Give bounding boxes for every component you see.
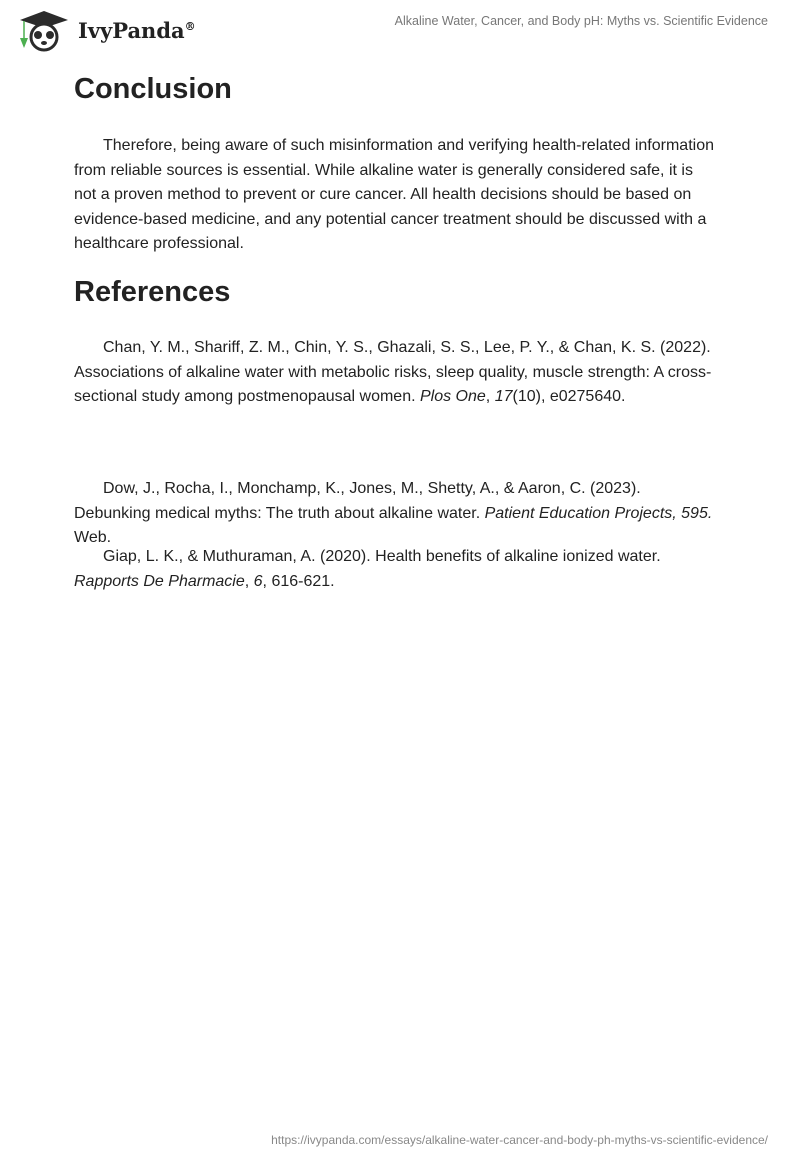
source-url[interactable]: https://ivypanda.com/essays/alkaline-water-cancer-and-body-ph-myths-vs-scientific-evidence/ [271, 1133, 768, 1147]
panda-graduate-icon [14, 8, 72, 52]
references-heading: References [74, 276, 231, 308]
conclusion-heading: Conclusion [74, 73, 232, 105]
reference-item: Giap, L. K., & Muthuraman, A. (2020). Health benefits of alkaline ionized water. Rapports De Pharmacie, 6, 616-621. [74, 548, 661, 590]
document-title: Alkaline Water, Cancer, and Body pH: Myths vs. Scientific Evidence [394, 14, 768, 28]
logo-text: IvyPanda® [78, 17, 196, 43]
reference-item: Dow, J., Rocha, I., Monchamp, K., Jones, M., Shetty, A., & Aaron, C. (2023). Debunking medical myths: The truth about alkaline water. Patient Education Projects, 595. Web. [74, 480, 713, 546]
conclusion-paragraph: Therefore, being aware of such misinformation and verifying health-related information from reliable sources is essential. While alkaline water is generally considered safe, it is not a proven method to prevent or cure cancer. All health decisions should be based on evidence-based medicine, and any potential cancer treatment should be discussed with a healthcare professional. [74, 137, 714, 252]
reference-item: Chan, Y. M., Shariff, Z. M., Chin, Y. S., Ghazali, S. S., Lee, P. Y., & Chan, K. S. (2022). Associations of alkaline water with metabolic risks, sleep quality, muscle strength: A cross-sectional study among postmenopausal women. Plos One, 17(10), e0275640. [74, 339, 712, 405]
ivypanda-logo[interactable] [14, 8, 196, 52]
